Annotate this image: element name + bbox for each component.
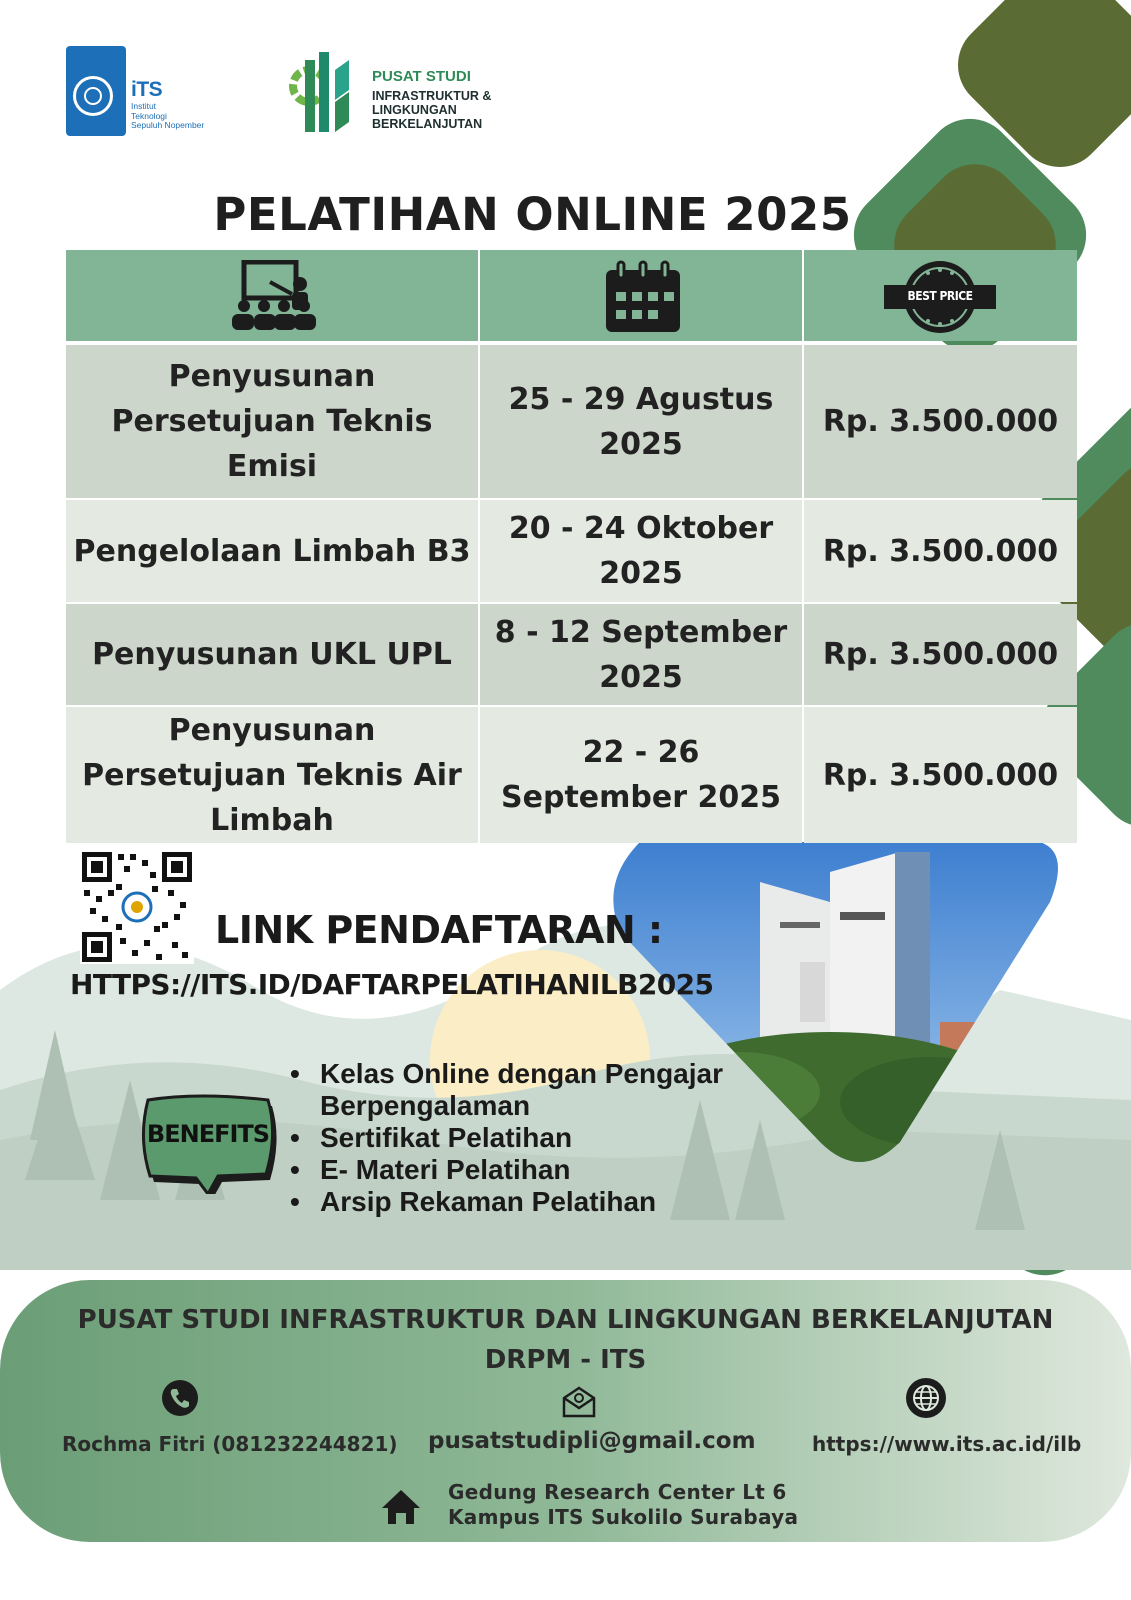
its-logo-brand: iTS — [131, 78, 163, 101]
its-logo-subtitle: Institut Teknologi Sepuluh Nopember — [131, 101, 205, 130]
contact-website[interactable]: https://www.its.ac.id/ilb — [812, 1432, 1082, 1456]
calendar-icon — [604, 260, 682, 334]
training-price: Rp. 3.500.000 — [804, 707, 1077, 843]
training-date: 20 - 24 Oktober 2025 — [480, 500, 802, 602]
page-title: PELATIHAN ONLINE 2025 — [213, 188, 852, 241]
table-row — [66, 604, 1077, 705]
benefits-list — [290, 1058, 760, 1218]
list-item: • Kelas Online dengan Pengajar Berpengalaman — [290, 1058, 760, 1122]
list-item: • Sertifikat Pelatihan — [290, 1122, 760, 1154]
training-price: Rp. 3.500.000 — [804, 604, 1077, 705]
training-date: 22 - 26 September 2025 — [480, 707, 802, 843]
psi-logo-title: PUSAT STUDI — [372, 68, 471, 85]
table-row — [66, 345, 1077, 498]
footer-org-title: PUSAT STUDI INFRASTRUKTUR DAN LINGKUNGAN BERKELANJUTAN DRPM - ITS — [77, 1305, 1054, 1375]
training-name: Penyusunan Persetujuan Teknis Air Limbah — [66, 707, 478, 843]
header-cell-date — [480, 250, 802, 341]
address: Gedung Research Center Lt 6 Kampus ITS Sukolilo Surabaya — [448, 1480, 799, 1529]
globe-icon — [906, 1378, 946, 1418]
training-date: 25 - 29 Agustus 2025 — [480, 345, 802, 498]
contact-person: Rochma Fitri (081232244821) — [62, 1432, 398, 1456]
training-price: Rp. 3.500.000 — [804, 345, 1077, 498]
psi-logo-subtitle: INFRASTRUKTUR & LINGKUNGAN BERKELANJUTAN — [372, 89, 492, 131]
training-icon — [230, 260, 316, 332]
header-cell-training — [66, 250, 478, 341]
phone-icon — [162, 1380, 198, 1416]
table-row — [66, 500, 1077, 602]
list-item: • Arsip Rekaman Pelatihan — [290, 1186, 760, 1218]
training-price: Rp. 3.500.000 — [804, 500, 1077, 602]
contact-email[interactable]: pusatstudipli@gmail.com — [428, 1428, 756, 1454]
training-name: Pengelolaan Limbah B3 — [66, 500, 478, 602]
benefits-badge-label: BENEFITS — [146, 1120, 270, 1148]
header-cell-price — [804, 250, 1077, 341]
home-icon — [380, 1488, 422, 1526]
training-date: 8 - 12 September 2025 — [480, 604, 802, 705]
training-name: Penyusunan Persetujuan Teknis Emisi — [66, 345, 478, 498]
registration-link[interactable]: HTTPS://ITS.ID/DAFTARPELATIHANILB2025 — [70, 968, 714, 1001]
email-icon — [562, 1386, 596, 1418]
list-item: • E- Materi Pelatihan — [290, 1154, 760, 1186]
its-logo — [66, 46, 126, 136]
qr-code-icon[interactable] — [80, 850, 194, 964]
best-price-label: BEST PRICE — [907, 289, 973, 303]
psi-logo-icon — [287, 50, 359, 134]
training-name: Penyusunan UKL UPL — [66, 604, 478, 705]
registration-label: LINK PENDAFTARAN : — [215, 908, 663, 952]
table-row — [66, 707, 1077, 843]
